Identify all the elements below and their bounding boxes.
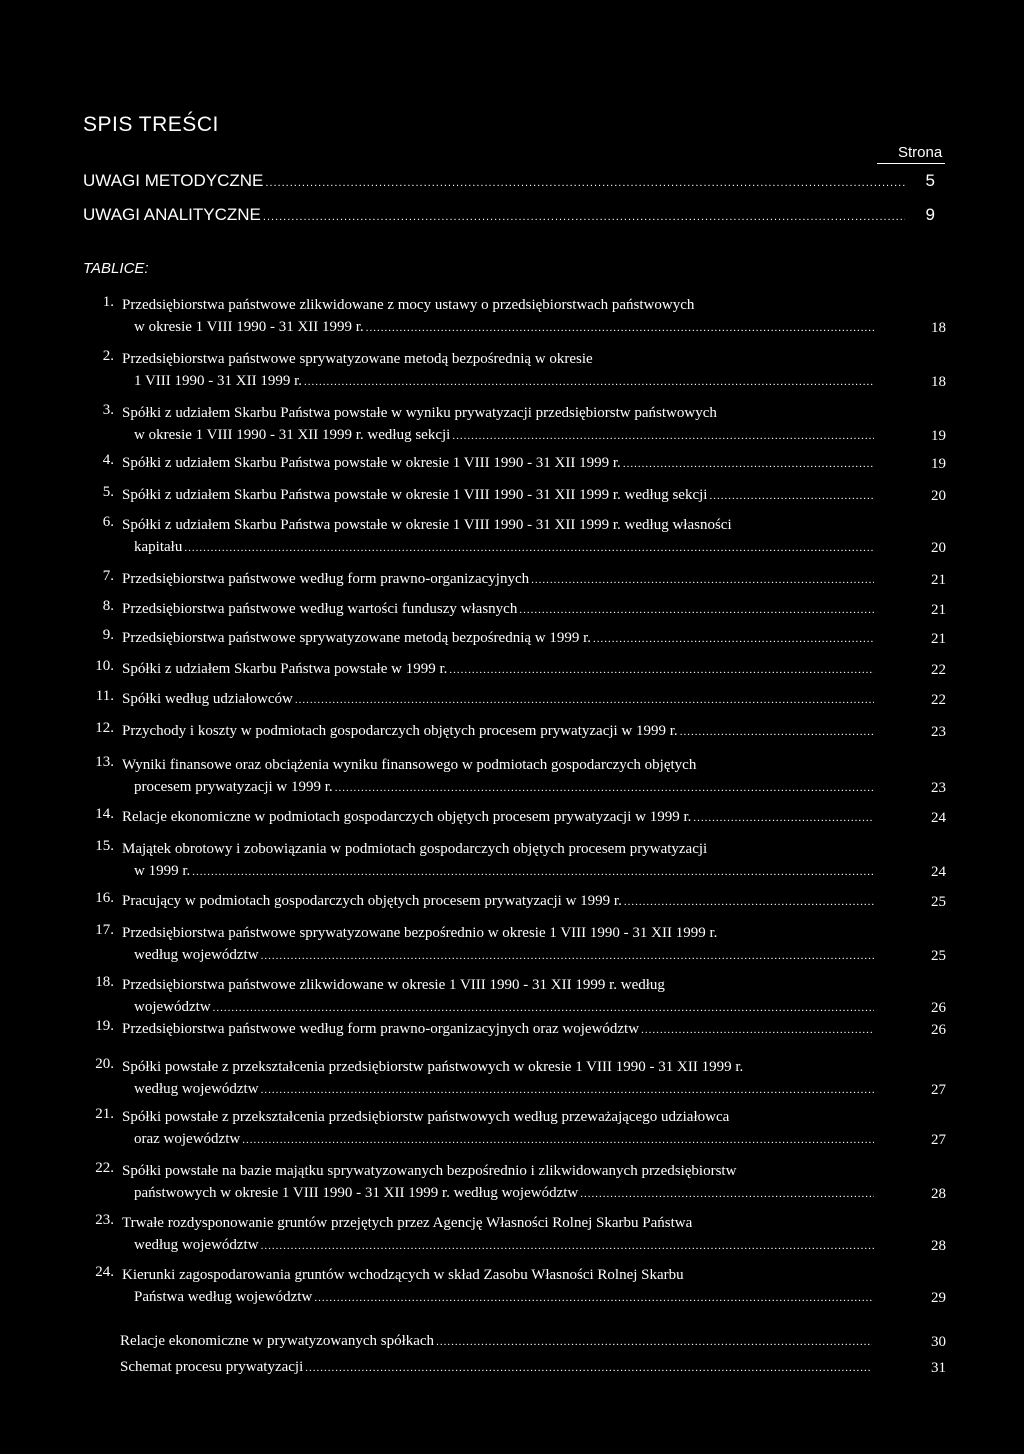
entry-page: 28 — [931, 1238, 946, 1254]
entry-number: 23. — [95, 1212, 114, 1228]
leader-dots — [366, 317, 874, 339]
entry-page: 18 — [931, 320, 946, 336]
entry-number: 24. — [95, 1264, 114, 1280]
entry-number: 12. — [95, 720, 114, 736]
leader-dots — [261, 945, 874, 967]
entry-title: Relacje ekonomiczne w podmiotach gospodarczych objętych procesem prywatyzacji w 1999 r. — [122, 809, 692, 825]
entry-page: 29 — [931, 1290, 946, 1306]
entry-number: 6. — [102, 514, 114, 530]
entry-page: 26 — [931, 1000, 946, 1016]
entry-title-line2: 1 VIII 1990 - 31 XII 1999 r. — [134, 373, 303, 389]
toc-entry[interactable] — [84, 838, 946, 883]
entry-title-line2: w okresie 1 VIII 1990 - 31 XII 1999 r. — [134, 319, 364, 335]
leader-dots — [314, 1287, 874, 1309]
toc-entry[interactable] — [84, 568, 946, 591]
page-column-header: Strona — [898, 144, 943, 161]
entry-title: Przedsiębiorstwa państwowe według form prawno-organizacyjnych — [122, 571, 530, 587]
entry-title-line1: Przedsiębiorstwa państwowe zlikwidowane z mocy ustawy o przedsiębiorstwach państwowych — [122, 297, 695, 313]
entry-page: 21 — [931, 631, 946, 647]
entry-page: 20 — [931, 488, 946, 504]
entry-title: Spółki z udziałem Skarbu Państwa powstałe w okresie 1 VIII 1990 - 31 XII 1999 r. według sekcji — [122, 487, 708, 503]
entry-page: 20 — [931, 540, 946, 556]
entry-number: 16. — [95, 890, 114, 906]
toc-entry[interactable] — [84, 1106, 946, 1151]
toc-extra-entry[interactable] — [120, 1356, 946, 1379]
toc-entry[interactable] — [84, 1212, 946, 1257]
leader-dots — [304, 371, 874, 393]
entry-page: 21 — [931, 602, 946, 618]
entry-title-line1: Spółki powstałe na bazie majątku sprywatyzowanych bezpośrednio i zlikwidowanych przedsiębiorstw — [122, 1163, 737, 1179]
leader-dots — [436, 1331, 872, 1353]
entry-page: 19 — [931, 428, 946, 444]
entry-page: 22 — [931, 662, 946, 678]
leader-dots — [305, 1357, 872, 1379]
leader-dots — [519, 599, 874, 621]
entry-title-line2: w okresie 1 VIII 1990 - 31 XII 1999 r. według sekcji — [134, 427, 451, 443]
entry-page: 24 — [931, 810, 946, 826]
toc-entry[interactable] — [84, 658, 946, 681]
entry-page: 22 — [931, 692, 946, 708]
entry-number: 13. — [95, 754, 114, 770]
entry-title-line2: województw — [134, 999, 211, 1015]
entry-number: 21. — [95, 1106, 114, 1122]
entry-title: Przedsiębiorstwa państwowe według form prawno-organizacyjnych oraz województw — [122, 1021, 640, 1037]
page-title: SPIS TREŚCI — [83, 113, 219, 136]
entry-title-line1: Przedsiębiorstwa państwowe sprywatyzowane metodą bezpośrednią w okresie — [122, 351, 593, 367]
entry-page: 21 — [931, 572, 946, 588]
entry-title-line2: według województw — [134, 1237, 259, 1253]
toc-entry[interactable] — [84, 514, 946, 559]
toc-entry[interactable] — [84, 890, 946, 913]
toc-entry[interactable] — [84, 1160, 946, 1205]
entry-title-line2: według województw — [134, 1081, 259, 1097]
leader-dots — [261, 1079, 874, 1101]
entry-page: 23 — [931, 724, 946, 740]
extra-title: Schemat procesu prywatyzacji — [120, 1359, 304, 1375]
leader-dots — [709, 485, 874, 507]
toc-entry[interactable] — [84, 974, 946, 1019]
leader-dots — [531, 569, 874, 591]
entry-number: 9. — [102, 627, 114, 643]
toc-entry[interactable] — [84, 1264, 946, 1309]
section-page: 5 — [925, 171, 935, 190]
toc-entry[interactable] — [84, 402, 946, 447]
entry-number: 5. — [102, 484, 114, 500]
section-label: UWAGI METODYCZNE — [83, 171, 264, 190]
entry-title-line2: w 1999 r. — [134, 863, 191, 879]
leader-dots — [693, 807, 874, 829]
leader-dots — [295, 689, 874, 711]
entry-title-line1: Przedsiębiorstwa państwowe zlikwidowane w okresie 1 VIII 1990 - 31 XII 1999 r. według — [122, 977, 665, 993]
entry-title-line1: Kierunki zagospodarowania gruntów wchodzących w skład Zasobu Własności Rolnej Skarbu — [122, 1267, 684, 1283]
toc-entry[interactable] — [84, 806, 946, 829]
toc-entry[interactable] — [84, 294, 946, 339]
leader-dots — [263, 211, 905, 223]
entry-title: Przychody i koszty w podmiotach gospodarczych objętych procesem prywatyzacji w 1999 r. — [122, 723, 678, 739]
extra-page: 30 — [931, 1334, 946, 1350]
entry-number: 11. — [95, 688, 114, 704]
entry-title-line2: procesem prywatyzacji w 1999 r. — [134, 779, 333, 795]
entry-page: 28 — [931, 1186, 946, 1202]
entry-page: 25 — [931, 894, 946, 910]
entry-number: 3. — [102, 402, 114, 418]
entry-title-line2: oraz województw — [134, 1131, 241, 1147]
tables-heading: TABLICE: — [83, 260, 149, 277]
toc-entry[interactable] — [84, 720, 946, 743]
toc-entry[interactable] — [84, 754, 946, 799]
leader-dots — [192, 861, 874, 883]
section-label: UWAGI ANALITYCZNE — [83, 205, 261, 224]
entry-number: 14. — [95, 806, 114, 822]
entry-number: 8. — [102, 598, 114, 614]
entry-title-line1: Spółki z udziałem Skarbu Państwa powstałe w okresie 1 VIII 1990 - 31 XII 1999 r. według własności — [122, 517, 732, 533]
toc-entry[interactable] — [84, 348, 946, 393]
page-column-rule — [877, 163, 945, 164]
leader-dots — [641, 1019, 874, 1041]
entry-number: 4. — [102, 452, 114, 468]
leader-dots — [680, 721, 874, 743]
leader-dots — [580, 1183, 874, 1205]
toc-entry[interactable] — [84, 452, 946, 475]
entry-number: 2. — [102, 348, 114, 364]
entry-number: 17. — [95, 922, 114, 938]
toc-entry[interactable] — [84, 1056, 946, 1101]
entry-page: 18 — [931, 374, 946, 390]
entry-title-line2: kapitału — [134, 539, 183, 555]
entry-page: 25 — [931, 948, 946, 964]
leader-dots — [335, 777, 874, 799]
toc-entry[interactable] — [84, 627, 946, 650]
entry-page: 24 — [931, 864, 946, 880]
entry-title-line1: Wyniki finansowe oraz obciążenia wyniku finansowego w podmiotach gospodarczych objętych — [122, 757, 697, 773]
entry-number: 22. — [95, 1160, 114, 1176]
toc-entry[interactable] — [84, 688, 946, 711]
leader-dots — [593, 628, 874, 650]
entry-title-line1: Majątek obrotowy i zobowiązania w podmiotach gospodarczych objętych procesem prywatyzacji — [122, 841, 708, 857]
toc-entry[interactable] — [84, 1018, 946, 1041]
entry-page: 19 — [931, 456, 946, 472]
leader-dots — [449, 659, 874, 681]
leader-dots — [261, 1235, 874, 1257]
entry-title: Pracujący w podmiotach gospodarczych objętych procesem prywatyzacji w 1999 r. — [122, 893, 622, 909]
entry-number: 7. — [102, 568, 114, 584]
leader-dots — [624, 891, 874, 913]
entry-page: 27 — [931, 1082, 946, 1098]
entry-title-line1: Spółki z udziałem Skarbu Państwa powstałe w wyniku prywatyzacji przedsiębiorstw państwowych — [122, 405, 717, 421]
section-page: 9 — [925, 205, 935, 224]
entry-title: Spółki według udziałowców — [122, 691, 293, 707]
entry-page: 27 — [931, 1132, 946, 1148]
entry-title-line2: według województw — [134, 947, 259, 963]
leader-dots — [265, 177, 905, 189]
leader-dots — [184, 537, 874, 559]
entry-number: 1. — [102, 294, 114, 310]
extra-title: Relacje ekonomiczne w prywatyzowanych spółkach — [120, 1333, 435, 1349]
entry-title-line1: Spółki powstałe z przekształcenia przedsiębiorstw państwowych według przeważającego udziałowca — [122, 1109, 730, 1125]
entry-title-line1: Spółki powstałe z przekształcenia przedsiębiorstw państwowych w okresie 1 VIII 1990 - 31 XII 1999 r. — [122, 1059, 744, 1075]
leader-dots — [213, 997, 874, 1019]
entry-title: Przedsiębiorstwa państwowe sprywatyzowane metodą bezpośrednią w 1999 r. — [122, 630, 592, 646]
entry-title-line2: państwowych w okresie 1 VIII 1990 - 31 XII 1999 r. według województw — [134, 1185, 579, 1201]
toc-extra-entry[interactable] — [120, 1330, 946, 1353]
entry-page: 23 — [931, 780, 946, 796]
toc-entry[interactable] — [84, 922, 946, 967]
entry-number: 10. — [95, 658, 114, 674]
leader-dots — [242, 1129, 874, 1151]
entry-number: 20. — [95, 1056, 114, 1072]
entry-number: 15. — [95, 838, 114, 854]
toc-entry[interactable] — [84, 484, 946, 507]
extra-page: 31 — [931, 1360, 946, 1376]
entry-title: Spółki z udziałem Skarbu Państwa powstałe w 1999 r. — [122, 661, 448, 677]
toc-entry[interactable] — [84, 598, 946, 621]
entry-title-line1: Przedsiębiorstwa państwowe sprywatyzowane bezpośrednio w okresie 1 VIII 1990 - 31 XII 1999 r. — [122, 925, 718, 941]
entry-number: 19. — [95, 1018, 114, 1034]
entry-title-line2: Państwa według województw — [134, 1289, 313, 1305]
entry-title: Przedsiębiorstwa państwowe według wartości funduszy własnych — [122, 601, 518, 617]
entry-title: Spółki z udziałem Skarbu Państwa powstałe w okresie 1 VIII 1990 - 31 XII 1999 r. — [122, 455, 621, 471]
leader-dots — [623, 453, 874, 475]
entry-page: 26 — [931, 1022, 946, 1038]
entry-title-line1: Trwałe rozdysponowanie gruntów przejętych przez Agencję Własności Rolnej Skarbu Państwa — [122, 1215, 693, 1231]
entry-number: 18. — [95, 974, 114, 990]
leader-dots — [452, 425, 874, 447]
toc-section-metodyczne[interactable] — [83, 171, 935, 191]
toc-section-analityczne[interactable] — [83, 205, 935, 225]
